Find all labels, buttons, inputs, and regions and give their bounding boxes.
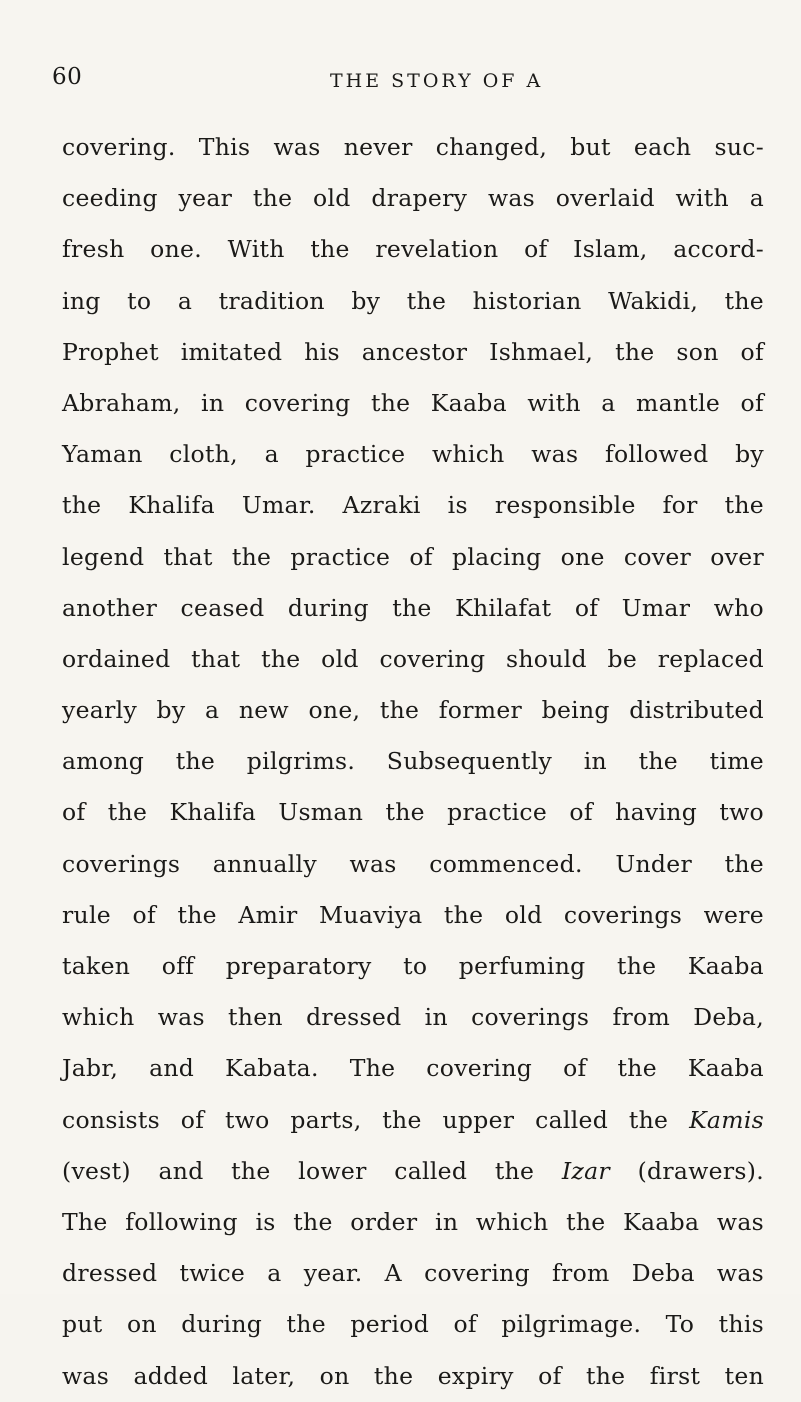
text-line-25: was added later, on the expiry of the first ten: [62, 1361, 764, 1390]
text-line-21: (vest) and the lower called the Izar (drawers).: [62, 1156, 764, 1185]
text-line-22: The following is the order in which the Kaaba was: [62, 1207, 764, 1236]
text-line-20: consists of two parts, the upper called the Kamis: [62, 1105, 764, 1134]
text-line-3: fresh one. With the revelation of Islam, accord-: [62, 235, 764, 264]
text-line-23: dressed twice a year. A covering from Deba was: [62, 1259, 764, 1288]
text-line-16: rule of the Amir Muaviya the old coverings were: [62, 900, 764, 929]
text-line-13: among the pilgrims. Subsequently in the time: [62, 747, 764, 776]
text-line-12: yearly by a new one, the former being distributed: [62, 696, 764, 725]
text-line-1: covering. This was never changed, but each suc-: [62, 133, 764, 161]
text-line-5: Prophet imitated his ancestor Ishmael, the son of: [62, 337, 764, 366]
text-line-4: ing to a tradition by the historian Wakidi, the: [62, 286, 764, 315]
body-text: [62, 122, 764, 1402]
text-line-18: which was then dressed in coverings from Deba,: [62, 1003, 764, 1032]
text-line-14: of the Khalifa Usman the practice of having two: [62, 798, 764, 827]
text-line-7: Yaman cloth, a practice which was followed by: [62, 440, 764, 469]
text-line-17: taken off preparatory to perfuming the Kaaba: [62, 952, 764, 980]
text-line-19: Jabr, and Kabata. The covering of the Kaaba: [62, 1054, 764, 1083]
text-line-10: another ceased during the Khilafat of Umar who: [62, 593, 764, 622]
text-line-15: coverings annually was commenced. Under the: [62, 849, 764, 878]
italic-term-kamis: Kamis: [689, 1105, 764, 1134]
text-line-9: legend that the practice of placing one cover over: [62, 542, 764, 571]
text-line-11: ordained that the old covering should be replaced: [62, 644, 764, 673]
page-number: 60: [52, 64, 83, 90]
page-header: [0, 64, 801, 104]
text-line-8: the Khalifa Umar. Azraki is responsible for the: [62, 491, 764, 520]
text-line-24: put on during the period of pilgrimage. To this: [62, 1310, 764, 1339]
text-line-2: ceeding year the old drapery was overlaid with a: [62, 184, 764, 213]
text-line-6: Abraham, in covering the Kaaba with a mantle of: [62, 388, 764, 417]
italic-term-izar: Izar: [561, 1156, 610, 1185]
running-head: THE STORY OF A: [330, 70, 544, 92]
